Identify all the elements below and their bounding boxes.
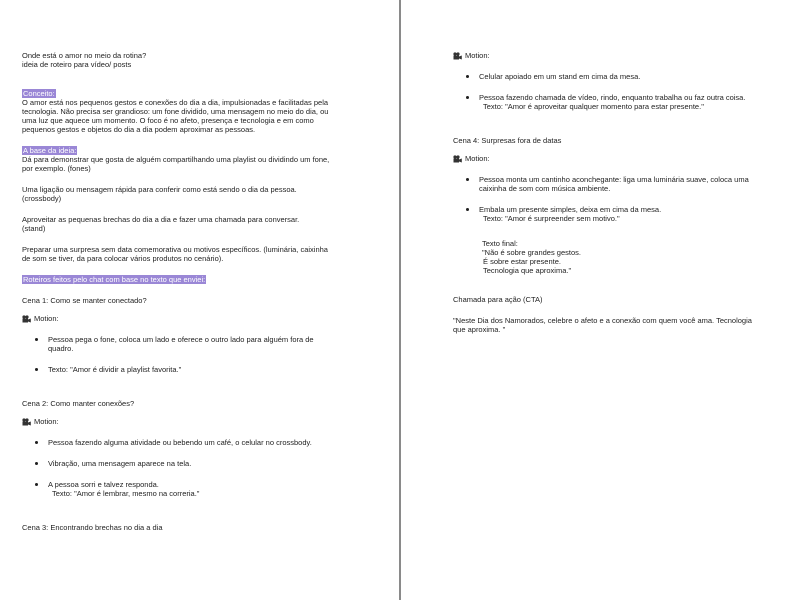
list-item	[22, 365, 352, 374]
page-right-content	[453, 51, 771, 334]
conceito-line: uma luz que aquece um momento. O foco é no afeto, presença e tecnologia e em como	[22, 116, 314, 125]
motion-label-row	[453, 154, 771, 163]
list-item	[453, 205, 771, 223]
roteiros-highlight: Roteiros feitos pelo chat com base no texto que enviei:	[23, 275, 206, 284]
brechas-line: Aproveitar as pequenas brechas do dia a dia e fazer uma chamada para conversar.	[22, 215, 300, 224]
list-item-text: caixinha de som com música ambiente.	[479, 184, 611, 193]
list-item	[22, 459, 352, 468]
base-line: por exemplo. (fones)	[22, 164, 91, 173]
list-item-text: Embala um presente simples, deixa em cima da mesa.	[479, 205, 662, 214]
movie-camera-icon	[22, 418, 31, 426]
list-item-text: Pessoa monta um cantinho aconchegante: liga uma luminária suave, coloca uma	[479, 175, 749, 184]
base-ideia-paragraph	[22, 155, 352, 173]
brechas-paragraph	[22, 215, 352, 233]
base-ideia-highlight: A base da ideia:	[23, 146, 77, 155]
list-item-text: Pessoa pega o fone, coloca um lado e oferece o outro lado para alguém fora de	[48, 335, 314, 344]
movie-camera-icon	[453, 155, 462, 163]
bullet	[35, 483, 38, 486]
movie-camera-icon	[22, 315, 31, 323]
bullet	[466, 208, 469, 211]
conceito-paragraph	[22, 98, 352, 134]
list-item-text: A pessoa sorri e talvez responda.	[48, 480, 159, 489]
texto-final-line: É sobre estar presente.	[483, 257, 561, 266]
cta-line: que aproxima. "	[453, 325, 506, 334]
ligacao-paragraph	[22, 185, 352, 203]
motion-label-row	[22, 417, 352, 426]
list-item	[453, 93, 771, 111]
cena1-list	[22, 335, 352, 374]
list-item-text: Pessoa fazendo chamada de vídeo, rindo, enquanto trabalha ou faz outra coisa.	[479, 93, 746, 102]
texto-final-block	[453, 239, 771, 275]
document-page-right	[402, 0, 800, 600]
brechas-line: (stand)	[22, 224, 46, 233]
doc-title: Onde está o amor no meio da rotina?	[22, 51, 147, 60]
cena4-list	[453, 175, 771, 223]
list-item-text: Celular apoiado em um stand em cima da mesa.	[479, 72, 641, 81]
cena2-list	[22, 438, 352, 498]
surpresa-paragraph	[22, 245, 352, 263]
ligacao-line: Uma ligação ou mensagem rápida para conferir como está sendo o dia da pessoa.	[22, 185, 297, 194]
list-item	[453, 72, 771, 81]
ligacao-line: (crossbody)	[22, 194, 62, 203]
cta-line: "Neste Dia dos Namorados, celebre o afeto e a conexão com quem você ama. Tecnologia	[453, 316, 752, 325]
bullet	[35, 338, 38, 341]
bullet	[35, 368, 38, 371]
texto-final-label: Texto final:	[482, 239, 518, 248]
surpresa-line: de som se tiver, da para colocar vários produtos no cenário).	[22, 254, 224, 263]
conceito-line: pequenos gestos e objetos do dia a dia podem aproximar as pessoas.	[22, 125, 256, 134]
motion-label-row	[453, 51, 771, 60]
cta-title: Chamada para ação (CTA)	[453, 295, 543, 304]
conceito-line: tecnologia. Não precisa ser grandioso: um fone dividido, uma mensagem no meio do dia, ou	[22, 107, 329, 116]
bullet	[466, 96, 469, 99]
cena1-title: Cena 1: Como se manter conectado?	[22, 296, 147, 305]
doc-subtitle: ideia de roteiro para vídeo/ posts	[22, 60, 132, 69]
motion-label: Motion:	[465, 154, 490, 163]
motion-label: Motion:	[34, 314, 59, 323]
list-item-text: quadro.	[48, 344, 74, 353]
texto-final-line: "Não é sobre grandes gestos.	[482, 248, 581, 257]
cena2-title: Cena 2: Como manter conexões?	[22, 399, 135, 408]
cena4-title: Cena 4: Surpresas fora de datas	[453, 136, 562, 145]
motion-label: Motion:	[465, 51, 490, 60]
movie-camera-icon	[453, 52, 462, 60]
list-item-text: Texto: "Amor é lembrar, mesmo na correria."	[52, 489, 200, 498]
bullet	[35, 462, 38, 465]
bullet	[466, 75, 469, 78]
texto-final-line: Tecnologia que aproxima."	[483, 266, 572, 275]
document-page-left	[0, 0, 399, 600]
list-item-text: Pessoa fazendo alguma atividade ou bebendo um café, o celular no crossbody.	[48, 438, 312, 447]
list-item-text: Texto: "Amor é aproveitar qualquer momento para estar presente."	[483, 102, 704, 111]
motion-label: Motion:	[34, 417, 59, 426]
bullet	[466, 178, 469, 181]
bullet	[35, 441, 38, 444]
motion-label-row	[22, 314, 352, 323]
list-item-text: Vibração, uma mensagem aparece na tela.	[48, 459, 192, 468]
conceito-highlight: Conceito:	[23, 89, 55, 98]
list-item	[453, 175, 771, 193]
page-left-content	[22, 51, 352, 532]
conceito-line: O amor está nos pequenos gestos e conexões do dia a dia, impulsionadas e facilitadas pela	[22, 98, 329, 107]
list-item-text: Texto: "Amor é surpreender sem motivo."	[483, 214, 620, 223]
base-line: Dá para demonstrar que gosta de alguém compartilhando uma playlist ou dividindo um fone,	[22, 155, 330, 164]
list-item	[22, 438, 352, 447]
cta-paragraph	[453, 316, 771, 334]
cena3-list	[453, 72, 771, 111]
page-divider	[399, 0, 401, 600]
cena3-title: Cena 3: Encontrando brechas no dia a dia	[22, 523, 163, 532]
list-item-text: Texto: "Amor é dividir a playlist favorita."	[48, 365, 182, 374]
list-item	[22, 335, 352, 353]
surpresa-line: Preparar uma surpresa sem data comemorativa ou motivos específicos. (luminária, caixinha	[22, 245, 328, 254]
list-item	[22, 480, 352, 498]
